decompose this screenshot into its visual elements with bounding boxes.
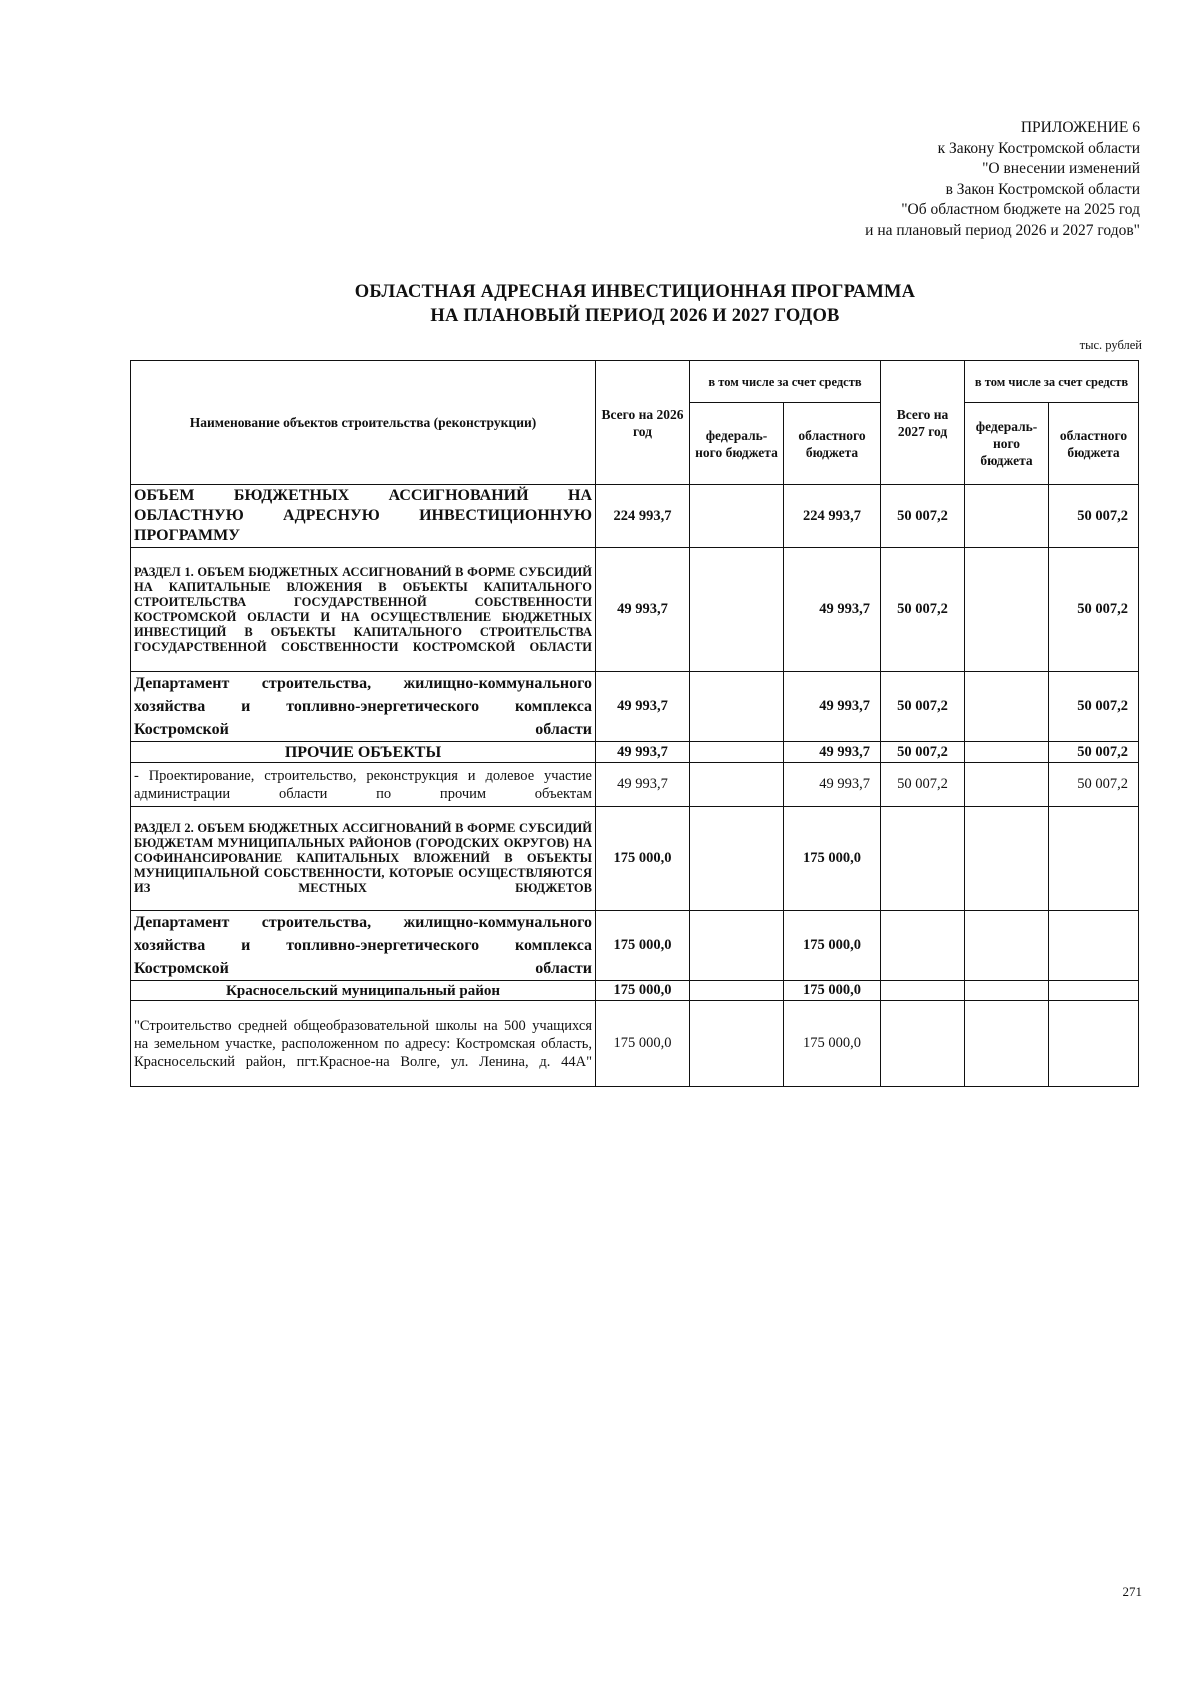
cell-federal-2027: [965, 548, 1049, 672]
cell-total-2026: 175 000,0: [596, 911, 690, 981]
cell-total-2026: 175 000,0: [596, 981, 690, 1001]
cell-federal-2027: [965, 742, 1049, 763]
row-name: ОБЪЕМ БЮДЖЕТНЫХ АССИГНОВАНИЙ НА ОБЛАСТНУЮ АДРЕСНУЮ ИНВЕСТИЦИОННУЮ ПРОГРАММУ: [131, 485, 596, 548]
cell-federal-2026: [690, 981, 784, 1001]
cell-federal-2026: [690, 742, 784, 763]
table-row: [131, 1001, 1139, 1087]
appendix-line: "Об областном бюджете на 2025 год: [901, 201, 1140, 218]
header-regional-2027: областного бюджета: [1049, 403, 1139, 485]
header-regional-2026: областного бюджета: [784, 403, 881, 485]
cell-regional-2026: 49 993,7: [784, 742, 881, 763]
row-name: Департамент строительства, жилищно-коммунального хозяйства и топливно-энергетического комплекса Костромской области: [131, 911, 596, 981]
table-row: [131, 548, 1139, 672]
row-name: РАЗДЕЛ 1. ОБЪЕМ БЮДЖЕТНЫХ АССИГНОВАНИЙ В ФОРМЕ СУБСИДИЙ НА КАПИТАЛЬНЫЕ ВЛОЖЕНИЯ В ОБЪЕКТЫ КАПИТАЛЬНОГО СТРОИТЕЛЬСТВА ГОСУДАРСТВЕННОЙ СОБСТВЕННОСТИ КОСТРОМСКОЙ ОБЛАСТИ И НА ОСУЩЕСТВЛЕНИЕ БЮДЖЕТНЫХ ИНВЕСТИЦИЙ В ОБЪЕКТЫ КАПИТАЛЬНОГО СТРОИТЕЛЬСТВА ГОСУДАРСТВЕННОЙ СОБСТВЕННОСТИ КОСТРОМСКОЙ ОБЛАСТИ: [131, 548, 596, 672]
cell-federal-2027: [965, 1001, 1049, 1087]
cell-regional-2026: 224 993,7: [784, 485, 881, 548]
cell-total-2027: 50 007,2: [881, 548, 965, 672]
cell-total-2026: 175 000,0: [596, 1001, 690, 1087]
cell-regional-2026: 49 993,7: [784, 548, 881, 672]
appendix-line: и на плановый период 2026 и 2027 годов": [865, 221, 1140, 239]
cell-total-2027: 50 007,2: [881, 485, 965, 548]
cell-federal-2026: [690, 672, 784, 742]
cell-total-2027: [881, 981, 965, 1001]
cell-total-2026: 49 993,7: [596, 672, 690, 742]
row-name: Красносельский муниципальный район: [131, 981, 596, 1001]
cell-regional-2026: 175 000,0: [784, 911, 881, 981]
cell-federal-2027: [965, 485, 1049, 548]
table-row: [131, 485, 1139, 548]
table-row: [131, 807, 1139, 911]
title-line-2: НА ПЛАНОВЫЙ ПЕРИОД 2026 И 2027 ГОДОВ: [430, 306, 840, 326]
cell-regional-2027: [1049, 911, 1139, 981]
cell-regional-2027: [1049, 1001, 1139, 1087]
header-total-2027: Всего на 2027 год: [881, 361, 965, 485]
cell-federal-2026: [690, 763, 784, 807]
cell-total-2027: 50 007,2: [881, 742, 965, 763]
cell-federal-2026: [690, 1001, 784, 1087]
table-row: [131, 763, 1139, 807]
cell-federal-2027: [965, 672, 1049, 742]
document-title: [130, 280, 1140, 328]
cell-regional-2026: 175 000,0: [784, 807, 881, 911]
cell-federal-2027: [965, 763, 1049, 807]
cell-total-2026: 224 993,7: [596, 485, 690, 548]
header-federal-2027: федераль-ного бюджета: [965, 403, 1049, 485]
cell-regional-2027: 50 007,2: [1049, 672, 1139, 742]
page-number: 271: [1122, 1584, 1142, 1599]
row-name: Департамент строительства, жилищно-коммунального хозяйства и топливно-энергетического комплекса Костромской области: [131, 672, 596, 742]
cell-regional-2027: 50 007,2: [1049, 742, 1139, 763]
cell-federal-2026: [690, 807, 784, 911]
cell-regional-2026: 175 000,0: [784, 981, 881, 1001]
cell-total-2026: 49 993,7: [596, 548, 690, 672]
cell-federal-2027: [965, 981, 1049, 1001]
header-group-2027: в том числе за счет средств: [965, 361, 1139, 403]
cell-regional-2027: 50 007,2: [1049, 548, 1139, 672]
cell-total-2027: [881, 807, 965, 911]
header-name: Наименование объектов строительства (реконструкции): [131, 361, 596, 485]
row-name: ПРОЧИЕ ОБЪЕКТЫ: [131, 742, 596, 763]
appendix-block: [865, 118, 1140, 241]
table-row: [131, 672, 1139, 742]
header-federal-2026: федераль-ного бюджета: [690, 403, 784, 485]
investment-program-table: [130, 360, 1139, 1087]
header-group-2026: в том числе за счет средств: [690, 361, 881, 403]
cell-federal-2026: [690, 548, 784, 672]
row-name: "Строительство средней общеобразовательной школы на 500 учащихся на земельном участке, расположенном по адресу: Костромская область, Красносельский район, пгт.Красное-на Волге, ул. Ленина, д. 44А": [131, 1001, 596, 1087]
cell-regional-2026: 175 000,0: [784, 1001, 881, 1087]
cell-total-2026: 49 993,7: [596, 763, 690, 807]
appendix-line: ПРИЛОЖЕНИЕ 6: [1020, 119, 1140, 136]
cell-federal-2026: [690, 911, 784, 981]
table-row: [131, 981, 1139, 1001]
cell-regional-2026: 49 993,7: [784, 763, 881, 807]
cell-federal-2027: [965, 807, 1049, 911]
appendix-line: в Закон Костромской области: [945, 180, 1140, 198]
row-name: - Проектирование, строительство, реконструкция и долевое участие администрации области по прочим объектам: [131, 763, 596, 807]
header-total-2026: Всего на 2026 год: [596, 361, 690, 485]
cell-federal-2026: [690, 485, 784, 548]
cell-total-2027: [881, 1001, 965, 1087]
units-label: тыс. рублей: [1079, 338, 1142, 352]
title-line-1: ОБЛАСТНАЯ АДРЕСНАЯ ИНВЕСТИЦИОННАЯ ПРОГРАММА: [354, 282, 916, 302]
cell-federal-2027: [965, 911, 1049, 981]
cell-total-2027: 50 007,2: [881, 763, 965, 807]
cell-regional-2027: [1049, 981, 1139, 1001]
appendix-line: к Закону Костромской области: [937, 139, 1140, 157]
row-name: РАЗДЕЛ 2. ОБЪЕМ БЮДЖЕТНЫХ АССИГНОВАНИЙ В ФОРМЕ СУБСИДИЙ БЮДЖЕТАМ МУНИЦИПАЛЬНЫХ РАЙОНОВ (ГОРОДСКИХ ОКРУГОВ) НА СОФИНАНСИРОВАНИЕ КАПИТАЛЬНЫХ ВЛОЖЕНИЙ В ОБЪЕКТЫ МУНИЦИПАЛЬНОЙ СОБСТВЕННОСТИ, КОТОРЫЕ ОСУЩЕСТВЛЯЮТСЯ ИЗ МЕСТНЫХ БЮДЖЕТОВ: [131, 807, 596, 911]
cell-regional-2027: [1049, 807, 1139, 911]
cell-total-2026: 175 000,0: [596, 807, 690, 911]
table-row: [131, 742, 1139, 763]
cell-total-2026: 49 993,7: [596, 742, 690, 763]
table-row: [131, 911, 1139, 981]
appendix-line: "О внесении изменений: [982, 160, 1140, 177]
cell-regional-2027: 50 007,2: [1049, 485, 1139, 548]
cell-total-2027: 50 007,2: [881, 672, 965, 742]
cell-total-2027: [881, 911, 965, 981]
cell-regional-2026: 49 993,7: [784, 672, 881, 742]
cell-regional-2027: 50 007,2: [1049, 763, 1139, 807]
